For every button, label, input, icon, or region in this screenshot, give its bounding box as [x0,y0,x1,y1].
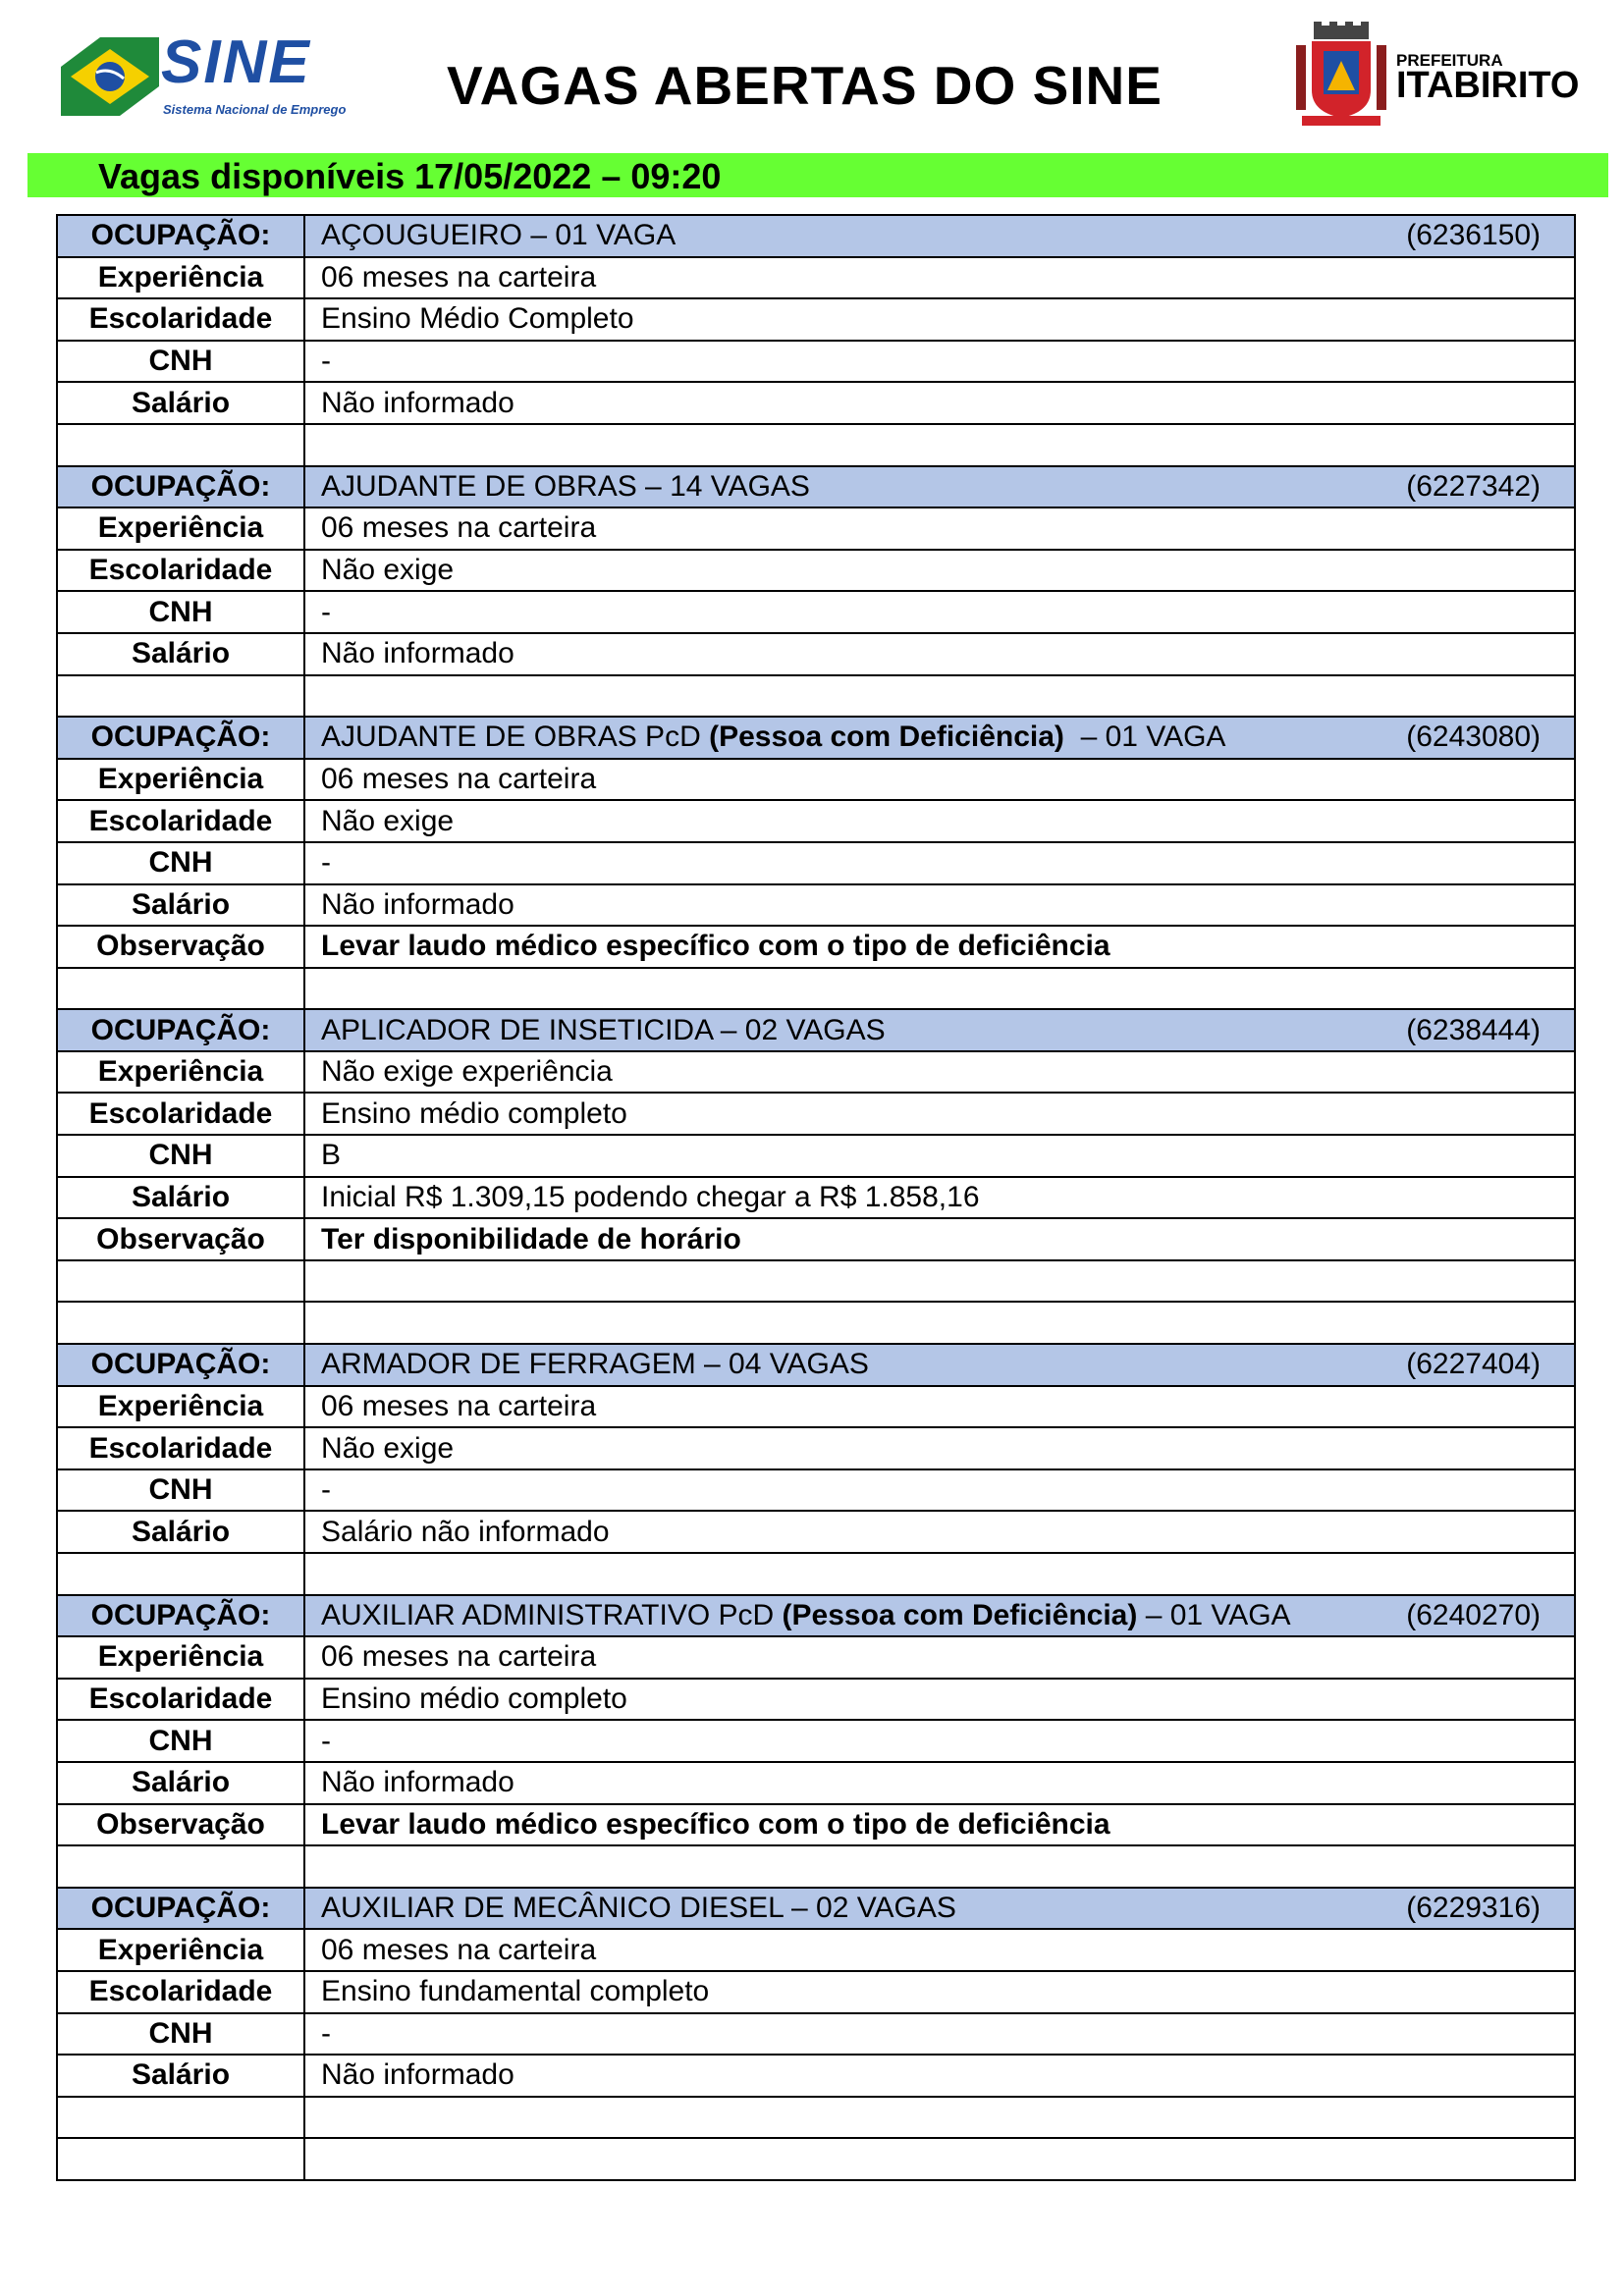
job-cnh-value: - [304,1720,1575,1762]
job-experience-value: 06 meses na carteira [304,257,1575,299]
ocupacao-label: OCUPAÇÃO: [57,1344,304,1386]
job-cnh-value: - [304,1469,1575,1512]
job-salary-value: Não informado [304,884,1575,927]
job-occupation-cell [304,717,1575,759]
jobs-table [56,214,1576,2181]
salario-label: Salário [57,382,304,424]
job-salario-row [57,382,1575,424]
job-title: AJUDANTE DE OBRAS – 14 VAGAS [321,469,810,503]
job-title: AUXILIAR DE MECÂNICO DIESEL – 02 VAGAS [321,1892,956,1925]
job-occupation-cell [304,466,1575,508]
job-cnh-row [57,842,1575,884]
job-cnh-row [57,591,1575,633]
job-observacao-row [57,926,1575,968]
job-code: (6240270) [1406,1598,1541,1631]
prefeitura-label: PREFEITURA [1396,51,1503,70]
spacer-cell [304,1553,1575,1595]
spacer-cell [304,2097,1575,2139]
job-salary-value: Não informado [304,382,1575,424]
job-cnh-row [57,2013,1575,2056]
spacer-cell [304,1845,1575,1888]
ocupacao-label: OCUPAÇÃO: [57,717,304,759]
job-salario-row [57,1762,1575,1804]
job-education-value: Ensino médio completo [304,1679,1575,1721]
job-experience-value: 06 meses na carteira [304,507,1575,550]
job-escolaridade-row [57,1679,1575,1721]
job-salary-value: Não informado [304,2055,1575,2097]
spacer-row [57,1845,1575,1888]
experiencia-label: Experiência [57,257,304,299]
job-observacao-row [57,1804,1575,1846]
job-cnh-row [57,341,1575,383]
experiencia-label: Experiência [57,1636,304,1679]
spacer-cell [304,424,1575,466]
job-experience-value: 06 meses na carteira [304,759,1575,801]
spacer-cell [57,1260,304,1303]
job-experience-value: Não exige experiência [304,1051,1575,1094]
job-salario-row [57,1177,1575,1219]
job-code: (6229316) [1406,1892,1541,1925]
cnh-label: CNH [57,1720,304,1762]
escolaridade-label: Escolaridade [57,1427,304,1469]
sine-logo [61,28,347,122]
city-name: ITABIRITO [1396,65,1580,106]
escolaridade-label: Escolaridade [57,550,304,592]
experiencia-label: Experiência [57,759,304,801]
job-occupation-wrapper [321,722,1574,752]
experiencia-label: Experiência [57,1929,304,1971]
salario-label: Salário [57,884,304,927]
salario-label: Salário [57,1511,304,1553]
job-escolaridade-row [57,1093,1575,1135]
ocupacao-label: OCUPAÇÃO: [57,1888,304,1930]
job-title: APLICADOR DE INSETICIDA – 02 VAGAS [321,1013,886,1046]
city-coat-of-arms-icon [1292,22,1390,130]
observacao-label: Observação [57,1804,304,1846]
job-experience-value: 06 meses na carteira [304,1929,1575,1971]
job-education-value: Não exige [304,800,1575,842]
job-occupation-row [57,215,1575,257]
job-escolaridade-row [57,298,1575,341]
sine-logo-subtitle: Sistema Nacional de Emprego [163,102,347,117]
job-occupation-row [57,1595,1575,1637]
escolaridade-label: Escolaridade [57,800,304,842]
escolaridade-label: Escolaridade [57,298,304,341]
job-experiencia-row [57,257,1575,299]
spacer-cell [57,1845,304,1888]
job-experiencia-row [57,1636,1575,1679]
escolaridade-label: Escolaridade [57,1093,304,1135]
job-salario-row [57,2055,1575,2097]
job-experiencia-row [57,759,1575,801]
job-occupation-cell [304,1009,1575,1051]
job-cnh-row [57,1135,1575,1177]
job-title: AÇOUGUEIRO – 01 VAGA [321,219,677,252]
job-observation-value: Levar laudo médico específico com o tipo de deficiência [304,926,1575,968]
job-occupation-wrapper [321,1013,1574,1046]
date-banner [27,153,1608,197]
job-salary-value: Salário não informado [304,1511,1575,1553]
salario-label: Salário [57,2055,304,2097]
job-education-value: Ensino Médio Completo [304,298,1575,341]
cnh-label: CNH [57,1135,304,1177]
job-observacao-row [57,1218,1575,1260]
job-cnh-row [57,1720,1575,1762]
job-occupation-cell [304,1344,1575,1386]
spacer-cell [57,675,304,718]
job-occupation-cell [304,215,1575,257]
job-experience-value: 06 meses na carteira [304,1636,1575,1679]
cnh-label: CNH [57,842,304,884]
spacer-cell [57,1553,304,1595]
job-cnh-row [57,1469,1575,1512]
job-occupation-row [57,1009,1575,1051]
cnh-label: CNH [57,341,304,383]
ocupacao-label: OCUPAÇÃO: [57,1009,304,1051]
job-salario-row [57,633,1575,675]
job-title-pcd-note: (Pessoa com Deficiência) [782,1598,1138,1631]
spacer-row [57,1302,1575,1344]
job-escolaridade-row [57,1971,1575,2013]
job-experiencia-row [57,1051,1575,1094]
salario-label: Salário [57,1177,304,1219]
observacao-label: Observação [57,1218,304,1260]
salario-label: Salário [57,633,304,675]
job-cnh-value: - [304,341,1575,383]
spacer-row [57,2097,1575,2139]
spacer-cell [57,2138,304,2180]
escolaridade-label: Escolaridade [57,1679,304,1721]
job-code: (6227342) [1406,469,1541,503]
ocupacao-label: OCUPAÇÃO: [57,466,304,508]
spacer-row [57,1553,1575,1595]
job-code: (6227404) [1406,1348,1541,1381]
spacer-cell [304,1302,1575,1344]
job-salary-value: Não informado [304,1762,1575,1804]
job-salary-value: Não informado [304,633,1575,675]
job-occupation-wrapper [321,469,1574,503]
brazil-flag-icon [61,37,159,116]
spacer-cell [304,2138,1575,2180]
job-code: (6236150) [1406,219,1541,252]
job-experiencia-row [57,1929,1575,1971]
job-occupation-wrapper [321,1350,1574,1379]
escolaridade-label: Escolaridade [57,1971,304,2013]
job-education-value: Ensino médio completo [304,1093,1575,1135]
spacer-row [57,968,1575,1010]
cnh-label: CNH [57,591,304,633]
job-salario-row [57,1511,1575,1553]
job-code: (6243080) [1406,721,1541,754]
observacao-label: Observação [57,926,304,968]
spacer-cell [57,2097,304,2139]
page-title: VAGAS ABERTAS DO SINE [447,55,1163,116]
job-title-vacancies: – 01 VAGA [1137,1598,1291,1631]
cnh-label: CNH [57,2013,304,2056]
jobs-table-body [57,215,1575,2180]
job-cnh-value: - [304,591,1575,633]
job-title: AJUDANTE DE OBRAS PcD [321,721,710,754]
job-observation-value: Levar laudo médico específico com o tipo de deficiência [304,1804,1575,1846]
job-title: ARMADOR DE FERRAGEM – 04 VAGAS [321,1348,869,1381]
job-experience-value: 06 meses na carteira [304,1386,1575,1428]
job-occupation-row [57,466,1575,508]
job-occupation-row [57,1344,1575,1386]
salario-label: Salário [57,1762,304,1804]
spacer-cell [304,968,1575,1010]
job-observation-value: Ter disponibilidade de horário [304,1218,1575,1260]
spacer-cell [57,1302,304,1344]
experiencia-label: Experiência [57,507,304,550]
job-occupation-row [57,1888,1575,1930]
job-experiencia-row [57,1386,1575,1428]
job-cnh-value: - [304,842,1575,884]
experiencia-label: Experiência [57,1051,304,1094]
spacer-row [57,2138,1575,2180]
job-code: (6238444) [1406,1013,1541,1046]
job-cnh-value: - [304,2013,1575,2056]
job-title: AUXILIAR ADMINISTRATIVO PcD [321,1598,783,1631]
job-occupation-cell [304,1888,1575,1930]
job-occupation-wrapper [321,1598,1574,1631]
spacer-cell [57,424,304,466]
job-occupation-wrapper [321,1894,1574,1923]
job-cnh-value: B [304,1135,1575,1177]
job-title-pcd-note: (Pessoa com Deficiência) [709,721,1064,754]
ocupacao-label: OCUPAÇÃO: [57,215,304,257]
job-occupation-wrapper [321,221,1574,250]
ocupacao-label: OCUPAÇÃO: [57,1595,304,1637]
job-education-value: Ensino fundamental completo [304,1971,1575,2013]
job-education-value: Não exige [304,1427,1575,1469]
job-education-value: Não exige [304,550,1575,592]
job-salario-row [57,884,1575,927]
job-salary-value: Inicial R$ 1.309,15 podendo chegar a R$ 1.858,16 [304,1177,1575,1219]
spacer-row [57,1260,1575,1303]
job-experiencia-row [57,507,1575,550]
spacer-cell [304,1260,1575,1303]
spacer-cell [304,675,1575,718]
experiencia-label: Experiência [57,1386,304,1428]
cnh-label: CNH [57,1469,304,1512]
date-banner-text: Vagas disponíveis 17/05/2022 – 09:20 [98,156,722,196]
job-occupation-row [57,717,1575,759]
job-occupation-cell [304,1595,1575,1637]
job-title-vacancies: – 01 VAGA [1063,721,1226,754]
spacer-row [57,424,1575,466]
job-escolaridade-row [57,550,1575,592]
job-escolaridade-row [57,1427,1575,1469]
spacer-row [57,675,1575,718]
sine-logo-text: SINE [161,28,311,96]
spacer-cell [57,968,304,1010]
job-escolaridade-row [57,800,1575,842]
prefeitura-logo [1292,22,1580,130]
